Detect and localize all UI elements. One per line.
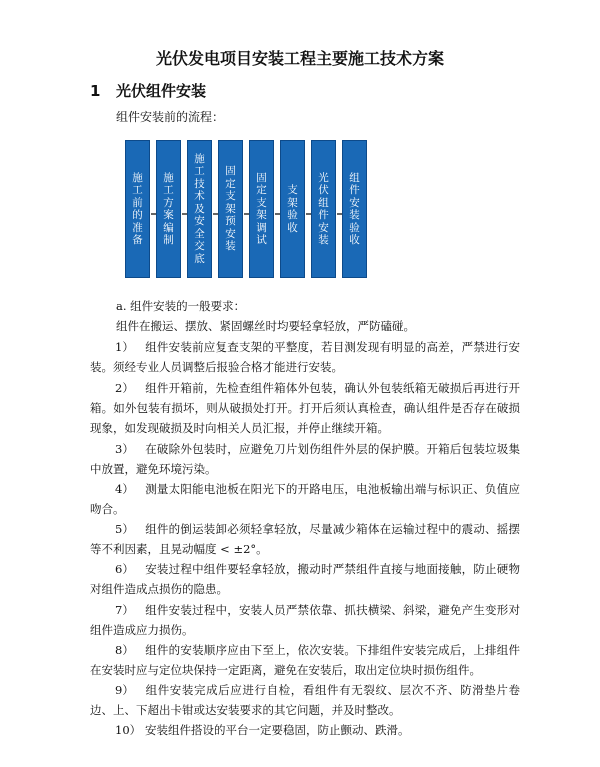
- item-number: 1）: [115, 340, 134, 354]
- item-number: 3）: [115, 442, 134, 456]
- item-text: 测量太阳能电池板在阳光下的开路电压，电池板输出端与标识正、负值应吻合。: [90, 482, 520, 516]
- item-number: 7）: [115, 603, 134, 617]
- flow-step-4: 固定支架预安装: [218, 140, 243, 278]
- item-text: 组件安装过程中，安装人员严禁依靠、抓扶横梁、斜梁，避免产生变形对组件造成应力损伤。: [90, 603, 520, 637]
- requirement-item-1: [90, 337, 520, 377]
- requirement-item-9: [90, 680, 520, 720]
- flow-step-5: 固定支架调试: [249, 140, 274, 278]
- flow-step-3: 施工技术及安全交底: [187, 140, 212, 278]
- item-number: 2）: [115, 381, 134, 395]
- item-text: 组件开箱前，先检查组件箱体外包装，确认外包装纸箱无破损后再进行开箱。如外包装有损坏，则从破损处打开。打开后须认真检查，确认组件是否存在破损现象，如发现破损及时向相关人员汇报，并停止继续开箱。: [90, 381, 520, 435]
- flow-step-2: 施工方案编制: [156, 140, 181, 278]
- item-text: 组件安装前应复查支架的平整度，若目测发现有明显的高差，严禁进行安装。须经专业人员调整后报验合格才能进行安装。: [90, 340, 520, 374]
- section-heading: [90, 80, 206, 101]
- item-number: 5）: [115, 522, 134, 536]
- document-title: 光伏发电项目安装工程主要施工技术方案: [155, 49, 444, 68]
- item-text: 组件的倒运装卸必须轻拿轻放，尽量减少箱体在运输过程中的震动、摇摆等不利因素，且晃动幅度 < ±2°。: [90, 522, 520, 556]
- item-text: 安装过程中组件要轻拿轻放，搬动时严禁组件直接与地面接触，防止硬物对组件造成点损伤的隐患。: [90, 562, 520, 596]
- subsection-heading: a. 组件安装的一般要求：: [116, 299, 246, 313]
- requirement-item-5: [90, 519, 520, 559]
- flow-step-8: 组件安装验收: [342, 140, 367, 278]
- item-text: 组件安装完成后应进行自检，看组件有无裂纹、层次不齐、防滑垫片卷边、上、下超出卡钳或达安装要求的其它问题，并及时整改。: [90, 683, 520, 717]
- item-number: 4）: [115, 482, 134, 496]
- item-text: 在破除外包装时，应避免刀片划伤组件外层的保护膜。开箱后包装垃圾集中放置，避免环境污染。: [90, 442, 520, 476]
- requirement-item-6: [90, 559, 520, 599]
- general-requirement: 组件在搬运、摆放、紧固螺丝时均要轻拿轻放，严防磕碰。: [116, 319, 415, 333]
- item-number: 10）: [115, 723, 142, 737]
- requirement-item-7: [90, 600, 520, 640]
- section-number: 1: [90, 82, 101, 100]
- installation-flowchart: [125, 140, 365, 278]
- flow-step-1: 施工前的准备: [125, 140, 150, 278]
- item-number: 8）: [115, 643, 134, 657]
- requirement-item-8: [90, 640, 520, 680]
- item-text: 安装组件搭设的平台一定要稳固，防止颤动、跌滑。: [145, 723, 410, 737]
- item-text: 组件的安装顺序应由下至上，依次安装。下排组件安装完成后，上排组件在安装时应与定位块保持一定距离，避免在安装后，取出定位块时损伤组件。: [90, 643, 520, 677]
- requirement-item-3: [90, 439, 520, 479]
- item-number: 9）: [115, 683, 134, 697]
- item-number: 6）: [115, 562, 134, 576]
- requirement-item-4: [90, 479, 520, 519]
- requirement-item-10: [90, 720, 520, 740]
- flow-step-6: 支架验收: [280, 140, 305, 278]
- flow-step-7: 光伏组件安装: [311, 140, 336, 278]
- section-title: 光伏组件安装: [116, 82, 207, 100]
- flow-intro: 组件安装前的流程：: [116, 110, 225, 124]
- requirement-item-2: [90, 378, 520, 438]
